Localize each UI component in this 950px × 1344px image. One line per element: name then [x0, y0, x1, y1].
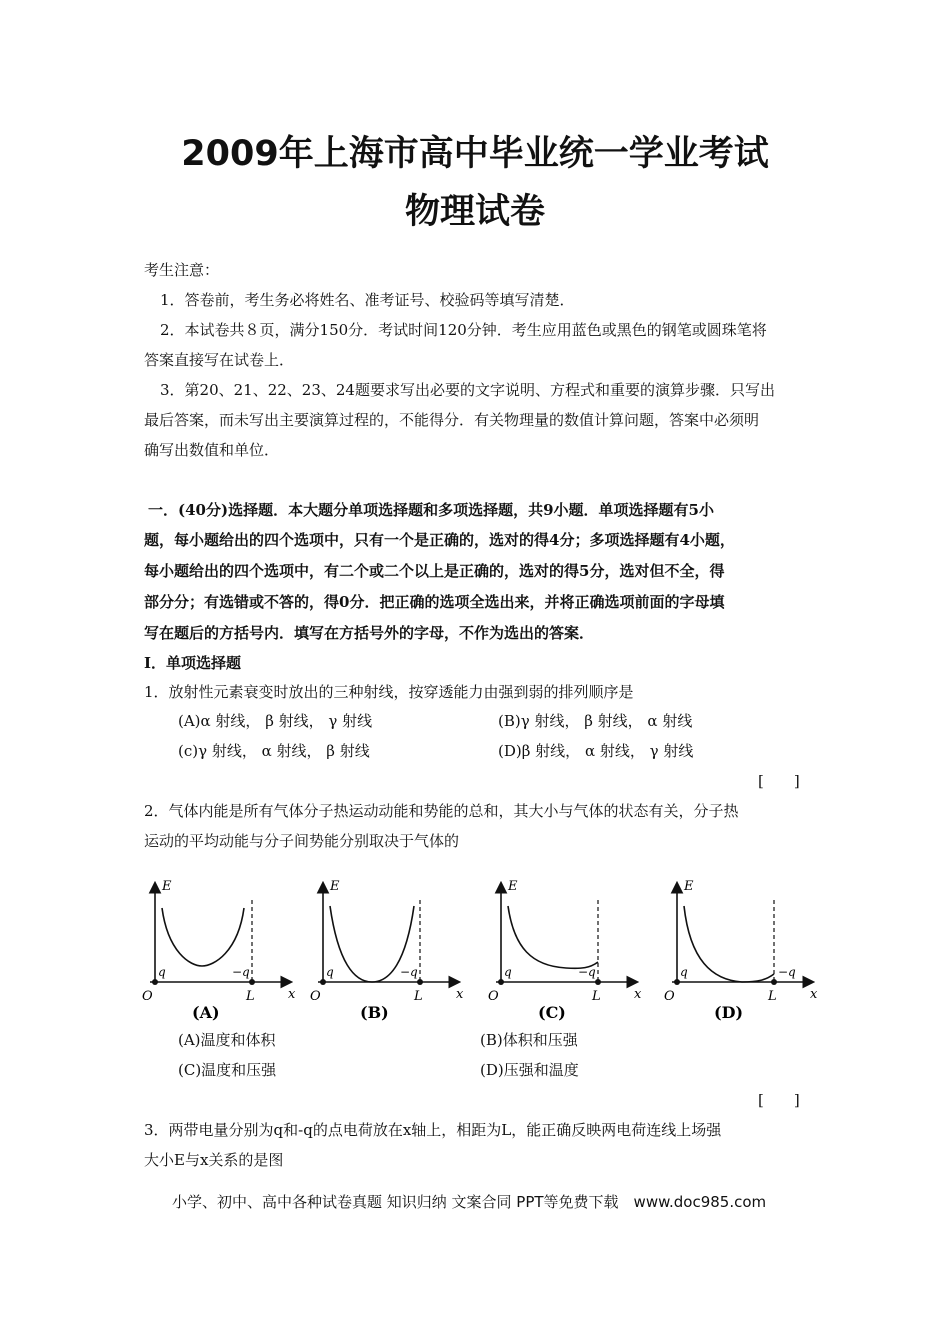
q1-answer-bracket: [ ] [758, 772, 800, 790]
q2-stem-line-1: 2．气体内能是所有气体分子热运动动能和势能的总和，其大小与气体的状态有关，分子热 [144, 802, 739, 820]
graph-b-end-mark: L [414, 989, 423, 1004]
section-1-line-5: 写在题后的方括号内．填写在方括号外的字母，不作为选出的答案． [144, 624, 595, 642]
q3-stem-line-2: 大小E与x关系的是图 [144, 1151, 284, 1169]
notice-heading: 考生注意： [144, 261, 220, 279]
section-1-line-3: 每小题给出的四个选项中，有二个或二个以上是正确的，选对的得5分，选对但不全，得 [144, 562, 725, 580]
graph-d-axis-x: x [810, 987, 818, 1002]
notice-item-2-line-2: 答案直接写在试卷上． [144, 351, 295, 369]
graph-c-axis-x: x [634, 987, 642, 1002]
graph-d-caption: (D) [714, 1003, 744, 1022]
graph-d-end-mark: L [768, 989, 777, 1004]
q2-option-d: (D)压强和温度 [480, 1061, 579, 1079]
q2-option-b: (B)体积和压强 [480, 1031, 578, 1049]
graph-c-charge-right: −q [578, 965, 596, 979]
graph-d-charge-left: q [680, 965, 688, 979]
graph-a-origin: O [142, 989, 153, 1004]
notice-item-1: 1．答卷前，考生务必将姓名、准考证号、校验码等填写清楚． [160, 291, 575, 309]
section-1-line-4: 部分分；有选错或不答的，得0分．把正确的选项全选出来，并将正确选项前面的字母填 [144, 593, 725, 611]
graph-c [488, 879, 642, 1022]
q2-answer-bracket: [ ] [758, 1091, 800, 1109]
q2-option-c: (C)温度和压强 [178, 1061, 277, 1079]
q3-stem-line-1: 3．两带电量分别为q和-q的点电荷放在x轴上，相距为L，能正确反映两电荷连线上场强 [144, 1121, 722, 1139]
graph-c-axis-y: E [508, 879, 518, 894]
q1-option-a: (A)α 射线， β 射线， γ 射线 [178, 712, 373, 730]
q1-stem: 1．放射性元素衰变时放出的三种射线，按穿透能力由强到弱的排列顺序是 [144, 683, 634, 701]
graph-c-charge-left: q [504, 965, 512, 979]
graph-b-caption: (B) [360, 1003, 389, 1022]
graph-b-axis-y: E [330, 879, 340, 894]
section-subheading: Ⅰ．单项选择题 [144, 654, 242, 672]
graph-a-caption: (A) [192, 1003, 220, 1022]
notice-item-2-line-1: 2．本试卷共８页，满分150分．考试时间120分钟．考生应用蓝色或黑色的钢笔或圆珠笔将 [160, 321, 767, 339]
q2-option-a: (A)温度和体积 [178, 1031, 276, 1049]
graph-a-axis-x: x [288, 987, 296, 1002]
graph-b-origin: O [310, 989, 321, 1004]
graph-d-axis-y: E [684, 879, 694, 894]
page-title: 2009年上海市高中毕业统一学业考试 [181, 134, 769, 174]
graph-b-charge-right: −q [400, 965, 418, 979]
page-subtitle: 物理试卷 [404, 192, 545, 232]
q1-option-d: (D)β 射线， α 射线， γ 射线 [498, 742, 694, 760]
graph-c-end-mark: L [592, 989, 601, 1004]
graph-b-axis-x: x [456, 987, 464, 1002]
graph-d-charge-right: −q [778, 965, 796, 979]
q1-option-c: (c)γ 射线， α 射线， β 射线 [178, 742, 370, 760]
graph-b-charge-left: q [326, 965, 334, 979]
graph-a-charge-right: −q [232, 965, 250, 979]
notice-item-3-line-1: 3．第20、21、22、23、24题要求写出必要的文字说明、方程式和重要的演算步骤．只写出 [160, 381, 775, 399]
graph-a-end-mark: L [246, 989, 255, 1004]
graph-a [142, 879, 296, 1022]
notice-item-3-line-3: 确写出数值和单位． [144, 441, 280, 459]
graph-c-caption: (C) [538, 1003, 566, 1022]
q1-option-b: (B)γ 射线， β 射线， α 射线 [498, 712, 693, 730]
section-1-line-2: 题，每小题给出的四个选项中，只有一个是正确的，选对的得4分；多项选择题有4小题， [144, 531, 735, 549]
graph-a-charge-left: q [158, 965, 166, 979]
graph-a-axis-y: E [162, 879, 172, 894]
graph-d-origin: O [664, 989, 675, 1004]
field-graphs [140, 872, 820, 1032]
q2-stem-line-2: 运动的平均动能与分子间势能分别取决于气体的 [144, 832, 460, 850]
section-1-line-1: 一．(40分)选择题．本大题分单项选择题和多项选择题，共9小题．单项选择题有5小 [148, 501, 714, 519]
notice-item-3-line-2: 最后答案，而未写出主要演算过程的，不能得分．有关物理量的数值计算问题，答案中必须明 [144, 411, 760, 429]
graph-b [310, 879, 464, 1022]
graph-c-origin: O [488, 989, 499, 1004]
footer-text: 小学、初中、高中各种试卷真题 知识归纳 文案合同 PPT等免费下载 www.doc985.com [172, 1193, 767, 1211]
graph-d [664, 879, 818, 1022]
